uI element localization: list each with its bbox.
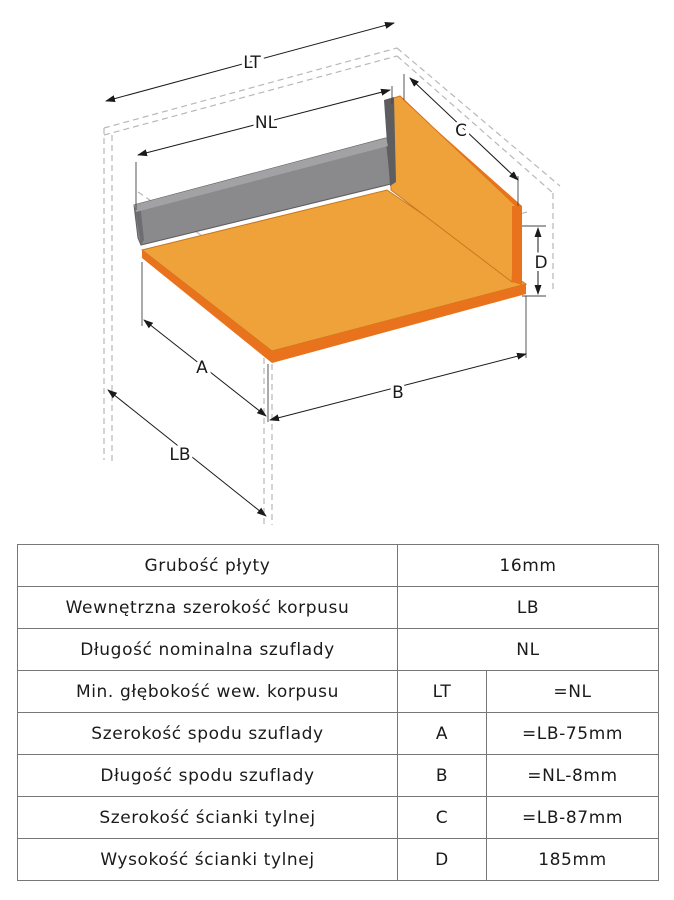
row-symbol: LT xyxy=(398,671,487,713)
row-label: Min. głębokość wew. korpusu xyxy=(18,671,398,713)
table-row xyxy=(18,755,659,797)
table-row xyxy=(18,797,659,839)
table-row xyxy=(18,629,659,671)
label-lt: LT xyxy=(243,53,261,73)
row-value: =LB-75mm xyxy=(487,713,659,755)
row-symbol: A xyxy=(398,713,487,755)
row-value: 16mm xyxy=(398,545,659,587)
label-b: B xyxy=(392,383,404,403)
row-value: 185mm xyxy=(487,839,659,881)
row-value: NL xyxy=(398,629,659,671)
label-a: A xyxy=(196,358,208,378)
row-label: Szerokość spodu szuflady xyxy=(18,713,398,755)
row-label: Wysokość ścianki tylnej xyxy=(18,839,398,881)
row-value: =NL xyxy=(487,671,659,713)
row-label: Długość nominalna szuflady xyxy=(18,629,398,671)
label-nl: NL xyxy=(254,113,278,133)
row-symbol: D xyxy=(398,839,487,881)
label-d: D xyxy=(534,253,548,273)
spec-table xyxy=(17,544,659,881)
table-row xyxy=(18,713,659,755)
table-row xyxy=(18,839,659,881)
row-value: =NL-8mm xyxy=(487,755,659,797)
row-label: Szerokość ścianki tylnej xyxy=(18,797,398,839)
row-symbol: C xyxy=(398,797,487,839)
row-symbol: B xyxy=(398,755,487,797)
row-label: Wewnętrzna szerokość korpusu xyxy=(18,587,398,629)
row-label: Grubość płyty xyxy=(18,545,398,587)
table-row xyxy=(18,587,659,629)
row-value: =LB-87mm xyxy=(487,797,659,839)
label-lb: LB xyxy=(169,445,191,465)
back-wall-end-edge xyxy=(512,206,522,285)
row-value: LB xyxy=(398,587,659,629)
table-row xyxy=(18,545,659,587)
row-label: Długość spodu szuflady xyxy=(18,755,398,797)
table-row xyxy=(18,671,659,713)
label-c: C xyxy=(455,121,467,141)
